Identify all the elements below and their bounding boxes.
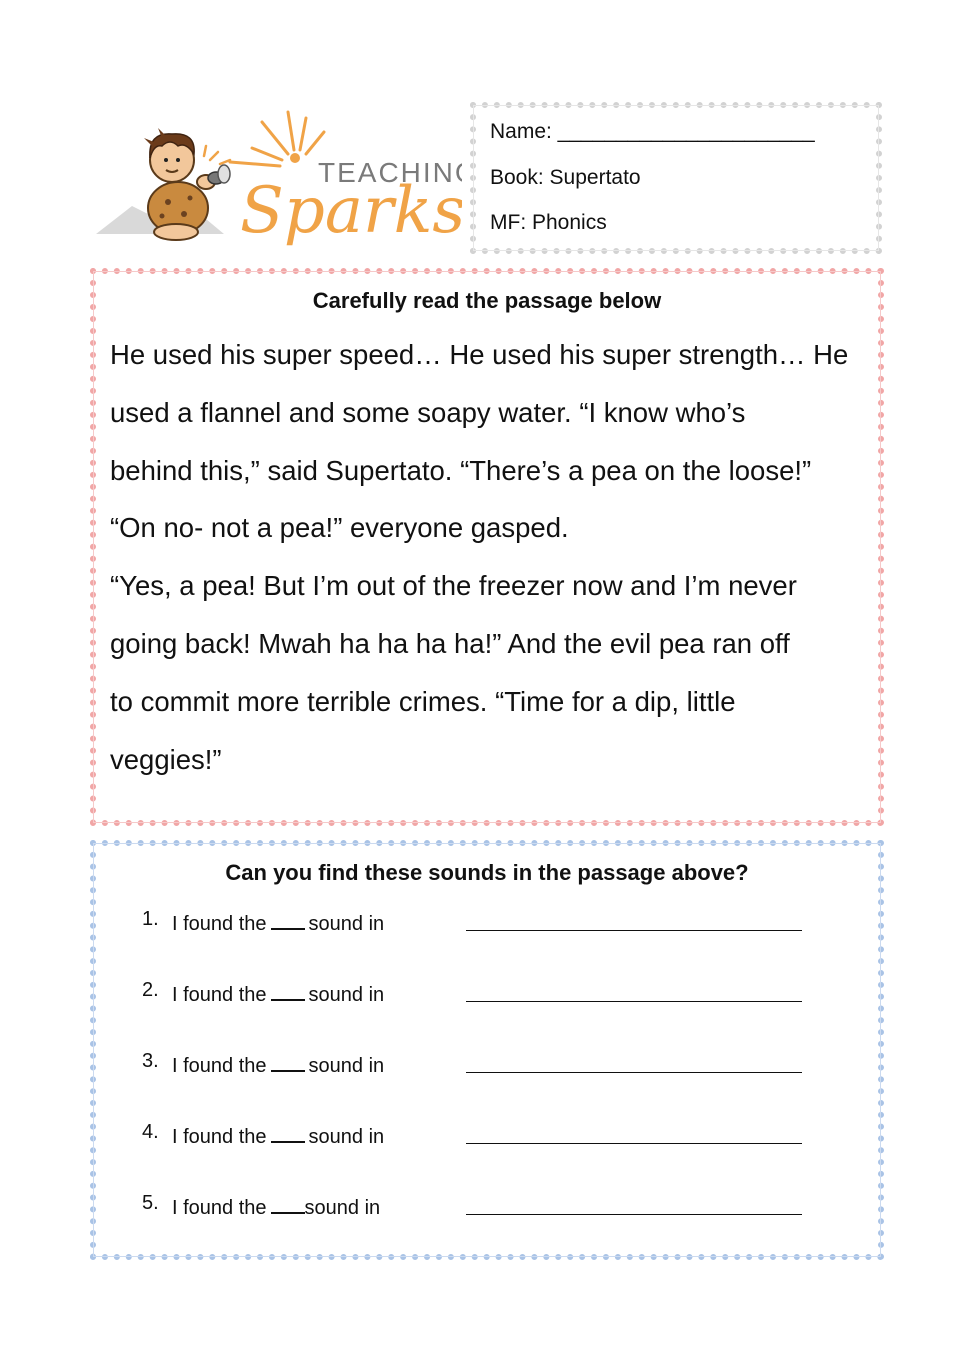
passage-line: to commit more terrible crimes. “Time for a dip, little xyxy=(110,685,736,717)
logo-text-teaching: TEACHIN xyxy=(318,157,455,188)
question-number: 3. xyxy=(142,1050,159,1072)
question-prefix: I found the xyxy=(172,1055,267,1077)
passage-line: veggies!” xyxy=(110,743,222,775)
question-row xyxy=(96,1192,878,1222)
passage-line: used a flannel and some soapy water. “I know who’s xyxy=(110,396,746,428)
question-suffix: sound in xyxy=(308,1126,385,1148)
name-field-label[interactable]: Name: ______________________ xyxy=(490,120,815,143)
question-prefix: I found the xyxy=(172,1197,267,1219)
sound-blank[interactable] xyxy=(271,979,305,1001)
question-text xyxy=(172,979,384,1007)
question-suffix: sound in xyxy=(308,984,385,1006)
question-row xyxy=(96,1121,878,1151)
passage-line: “Yes, a pea! But I’m out of the freezer now and I’m never xyxy=(110,570,797,602)
answer-line[interactable] xyxy=(466,930,802,931)
question-prefix: I found the xyxy=(172,984,267,1006)
question-text xyxy=(172,1192,380,1220)
question-row xyxy=(96,1050,878,1080)
passage-line: behind this,” said Supertato. “There’s a pea on the loose!” xyxy=(110,454,812,486)
question-number: 4. xyxy=(142,1121,159,1143)
book-label: Book: Supertato xyxy=(490,166,641,189)
teaching-sparks-logo xyxy=(92,108,462,258)
sounds-box xyxy=(90,840,884,1260)
question-text xyxy=(172,908,384,936)
question-row xyxy=(96,908,878,938)
sound-blank[interactable] xyxy=(271,1050,305,1072)
sounds-title: Can you find these sounds in the passage above? xyxy=(225,860,749,885)
mf-label: MF: Phonics xyxy=(490,211,607,234)
answer-line[interactable] xyxy=(466,1143,802,1144)
sound-blank[interactable] xyxy=(271,1121,305,1143)
question-number: 5. xyxy=(142,1192,159,1214)
answer-line[interactable] xyxy=(466,1214,802,1215)
student-info-box xyxy=(470,102,882,254)
passage-line: going back! Mwah ha ha ha ha!” And the evil pea ran off xyxy=(110,627,790,659)
question-suffix: sound in xyxy=(308,913,385,935)
passage-line: He used his super speed… He used his super strength… He xyxy=(110,339,849,370)
question-text xyxy=(172,1121,384,1149)
logo-text-sparks: Sparks xyxy=(240,174,462,248)
question-number: 2. xyxy=(142,979,159,1001)
question-text xyxy=(172,1050,384,1078)
question-row xyxy=(96,979,878,1009)
question-suffix: sound in xyxy=(308,1055,385,1077)
sound-blank[interactable] xyxy=(271,908,305,930)
passage-line: “On no- not a pea!” everyone gasped. xyxy=(110,512,569,544)
question-prefix: I found the xyxy=(172,913,267,935)
question-prefix: I found the xyxy=(172,1126,267,1148)
question-suffix: sound in xyxy=(304,1197,381,1219)
passage-title: Carefully read the passage below xyxy=(312,288,662,313)
passage-text xyxy=(110,326,870,788)
answer-line[interactable] xyxy=(466,1001,802,1002)
caveman-mascot-icon xyxy=(92,108,462,258)
passage-box xyxy=(90,268,884,826)
answer-line[interactable] xyxy=(466,1072,802,1073)
sound-blank[interactable] xyxy=(271,1192,305,1214)
question-number: 1. xyxy=(142,908,159,930)
